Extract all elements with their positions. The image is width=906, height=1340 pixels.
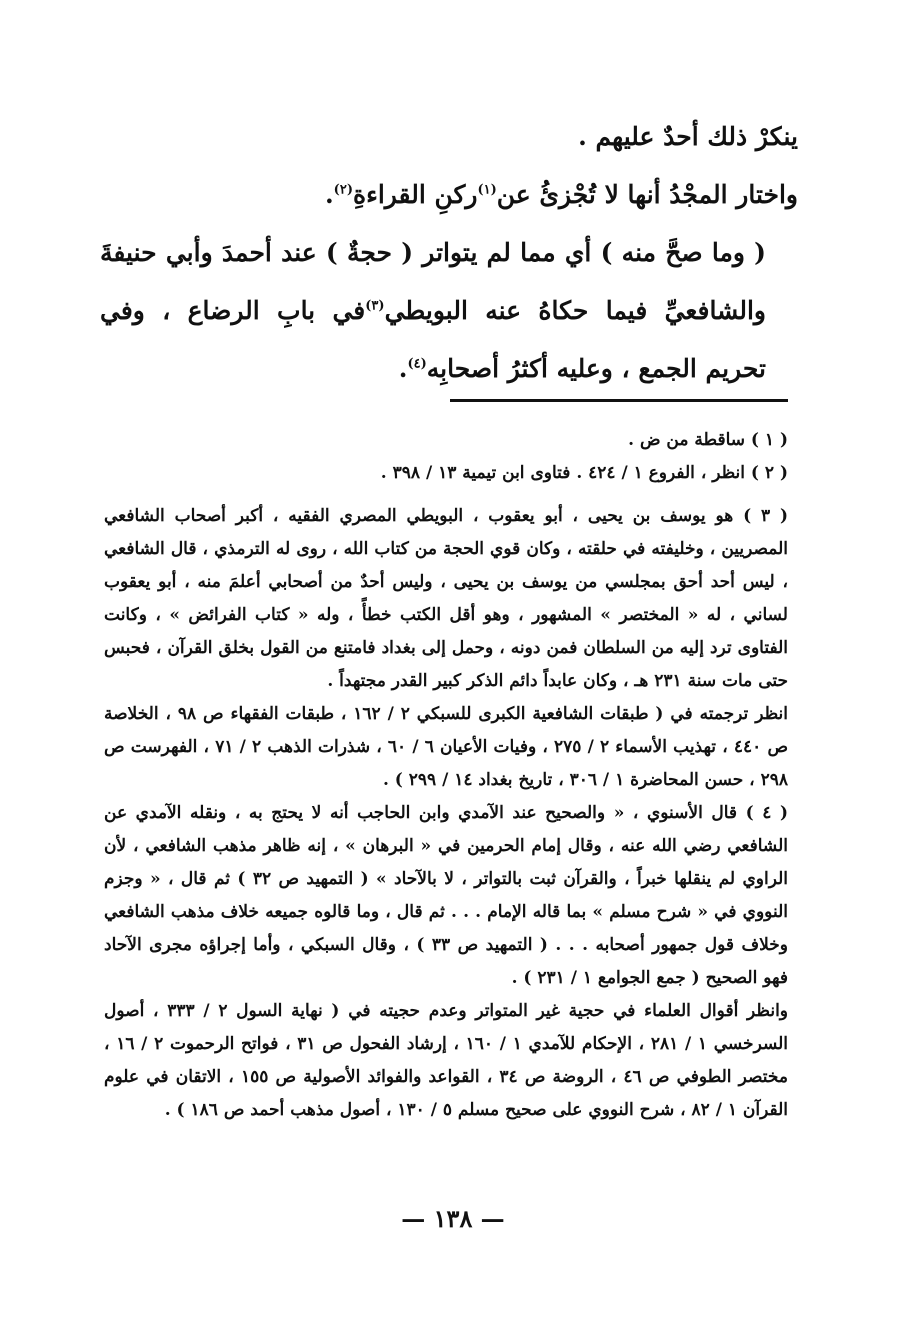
footnote-ref-2: (٢) [333,182,353,198]
main-text [100,108,798,398]
main-line-1: ينكرْ ذلك أحدٌ عليهم . [578,122,798,151]
footnote-3-references: انظر ترجمته في ( طبقات الشافعية الكبرى للسبكي ٢ / ١٦٢ ، طبقات الفقهاء ص ٩٨ ، الخلاصة ص ٤٤٠ ، تهذيب الأسماء ٢ / ٢٧٥ ، وفيات الأعيان ٦ / ٦٠ ، شذرات الذهب ٢ / ٧١ ، الفهرست ص ٢٩٨ ، حسن المحاضرة ١ / ٣٠٦ ، تاريخ بغداد ١٤ / ٢٩٩ ) . [104,704,789,790]
page-number: — ١٣٨ — [401,1204,505,1233]
footnote-4: ( ٤ ) قال الأسنوي ، « والصحيح عند الآمدي وابن الحاجب أنه لا يحتج به ، ونقله الآمدي عن الشافعي رضي الله عنه ، وقال إمام الحرمين في « البرهان » ، إنه ظاهر مذهب الشافعي ، لأن الراوي لم ينقلها خبراً ، والقرآن ثبت بالتواتر ، لا بالآحاد » ( التمهيد ص ٣٢ ) ثم قال ، « وجزم النووي في « شرح مسلم » بما قاله الإمام . . . ثم قال ، وما قالوه جميعه خلاف مذهب الشافعي وخلاف قول جمهور أصحابه . . . ( التمهيد ص ٣٣ ) ، وقال السبكي ، وأما إجراؤه مجرى الآحاد فهو الصحيح ( جمع الجوامع ١ / ٢٣١ ) . [104,803,789,988]
footnote-3: ( ٣ ) هو يوسف بن يحيى ، أبو يعقوب ، البويطي المصري الفقيه ، أكبر أصحاب الشافعي المصريين ، وخليفته في حلقته ، وكان قوي الحجة من كتاب الله ، روى له الترمذي ، قال الشافعي ، ليس أحد أحق بمجلسي من يوسف بن يحيى ، وليس أحدٌ من أصحابي أعلمَ منه ، أبو يعقوب لساني ، له « المختصر » المشهور ، وهو أقل الكتب خطأً ، وله « كتاب الفرائض » ، وكانت الفتاوى ترد إليه من السلطان فمن دونه ، وحمل إلى بغداد فامتنع من القول بخلق القرآن ، فحبس حتى مات سنة ٢٣١ هـ ، وكان عابداً دائم الذكر كبير القدر مجتهداً . [104,506,789,691]
main-paragraph-3: ( وما صحَّ منه ) أي مما لم يتواتر ( حجةٌ ) عند أحمدَ وأبي حنيفةَ والشافعيِّ فيما حكاهُ عنه البويطي$^{(٣)}$في بابِ الرضاع ، وفي تحريم الجمع ، وعليه أكثرُ أصحابِه$^{(٤)}$. [100,238,767,383]
footnote-2: ( ٢ ) انظر ، الفروع ١ / ٤٢٤ . فتاوى ابن تيمية ١٣ / ٣٩٨ . [380,463,788,483]
footnote-4-references: وانظر أقوال العلماء في حجية غير المتواتر وعدم حجيته في ( نهاية السول ٢ / ٣٣٣ ، أصول السرخسي ١ / ٢٨١ ، الإحكام للآمدي ١ / ١٦٠ ، إرشاد الفحول ص ٣١ ، فواتح الرحموت ٢ / ١٦ ، مختصر الطوفي ص ٤٦ ، الروضة ص ٣٤ ، القواعد والفوائد الأصولية ص ١٥٥ ، الاتقان في علوم القرآن ١ / ٨٢ ، شرح النووي على صحيح مسلم ٥ / ١٣٠ ، أصول مذهب أحمد ص ١٨٦ ) . [104,1001,789,1120]
footnote-ref-4: (٤) [407,356,427,372]
footnote-separator [450,399,788,402]
footnote-1: ( ١ ) ساقطة من ض . [628,430,788,450]
footnote-ref-3: (٣) [365,298,385,314]
main-paragraph-2: واختار المجْدُ أنها لا تُجْزئُ عن$^{(١)}$ركنِ القراءةِ$^{(٢)}$. [324,180,798,209]
footnote-ref-1: (١) [477,182,497,198]
footnotes [104,424,788,1127]
